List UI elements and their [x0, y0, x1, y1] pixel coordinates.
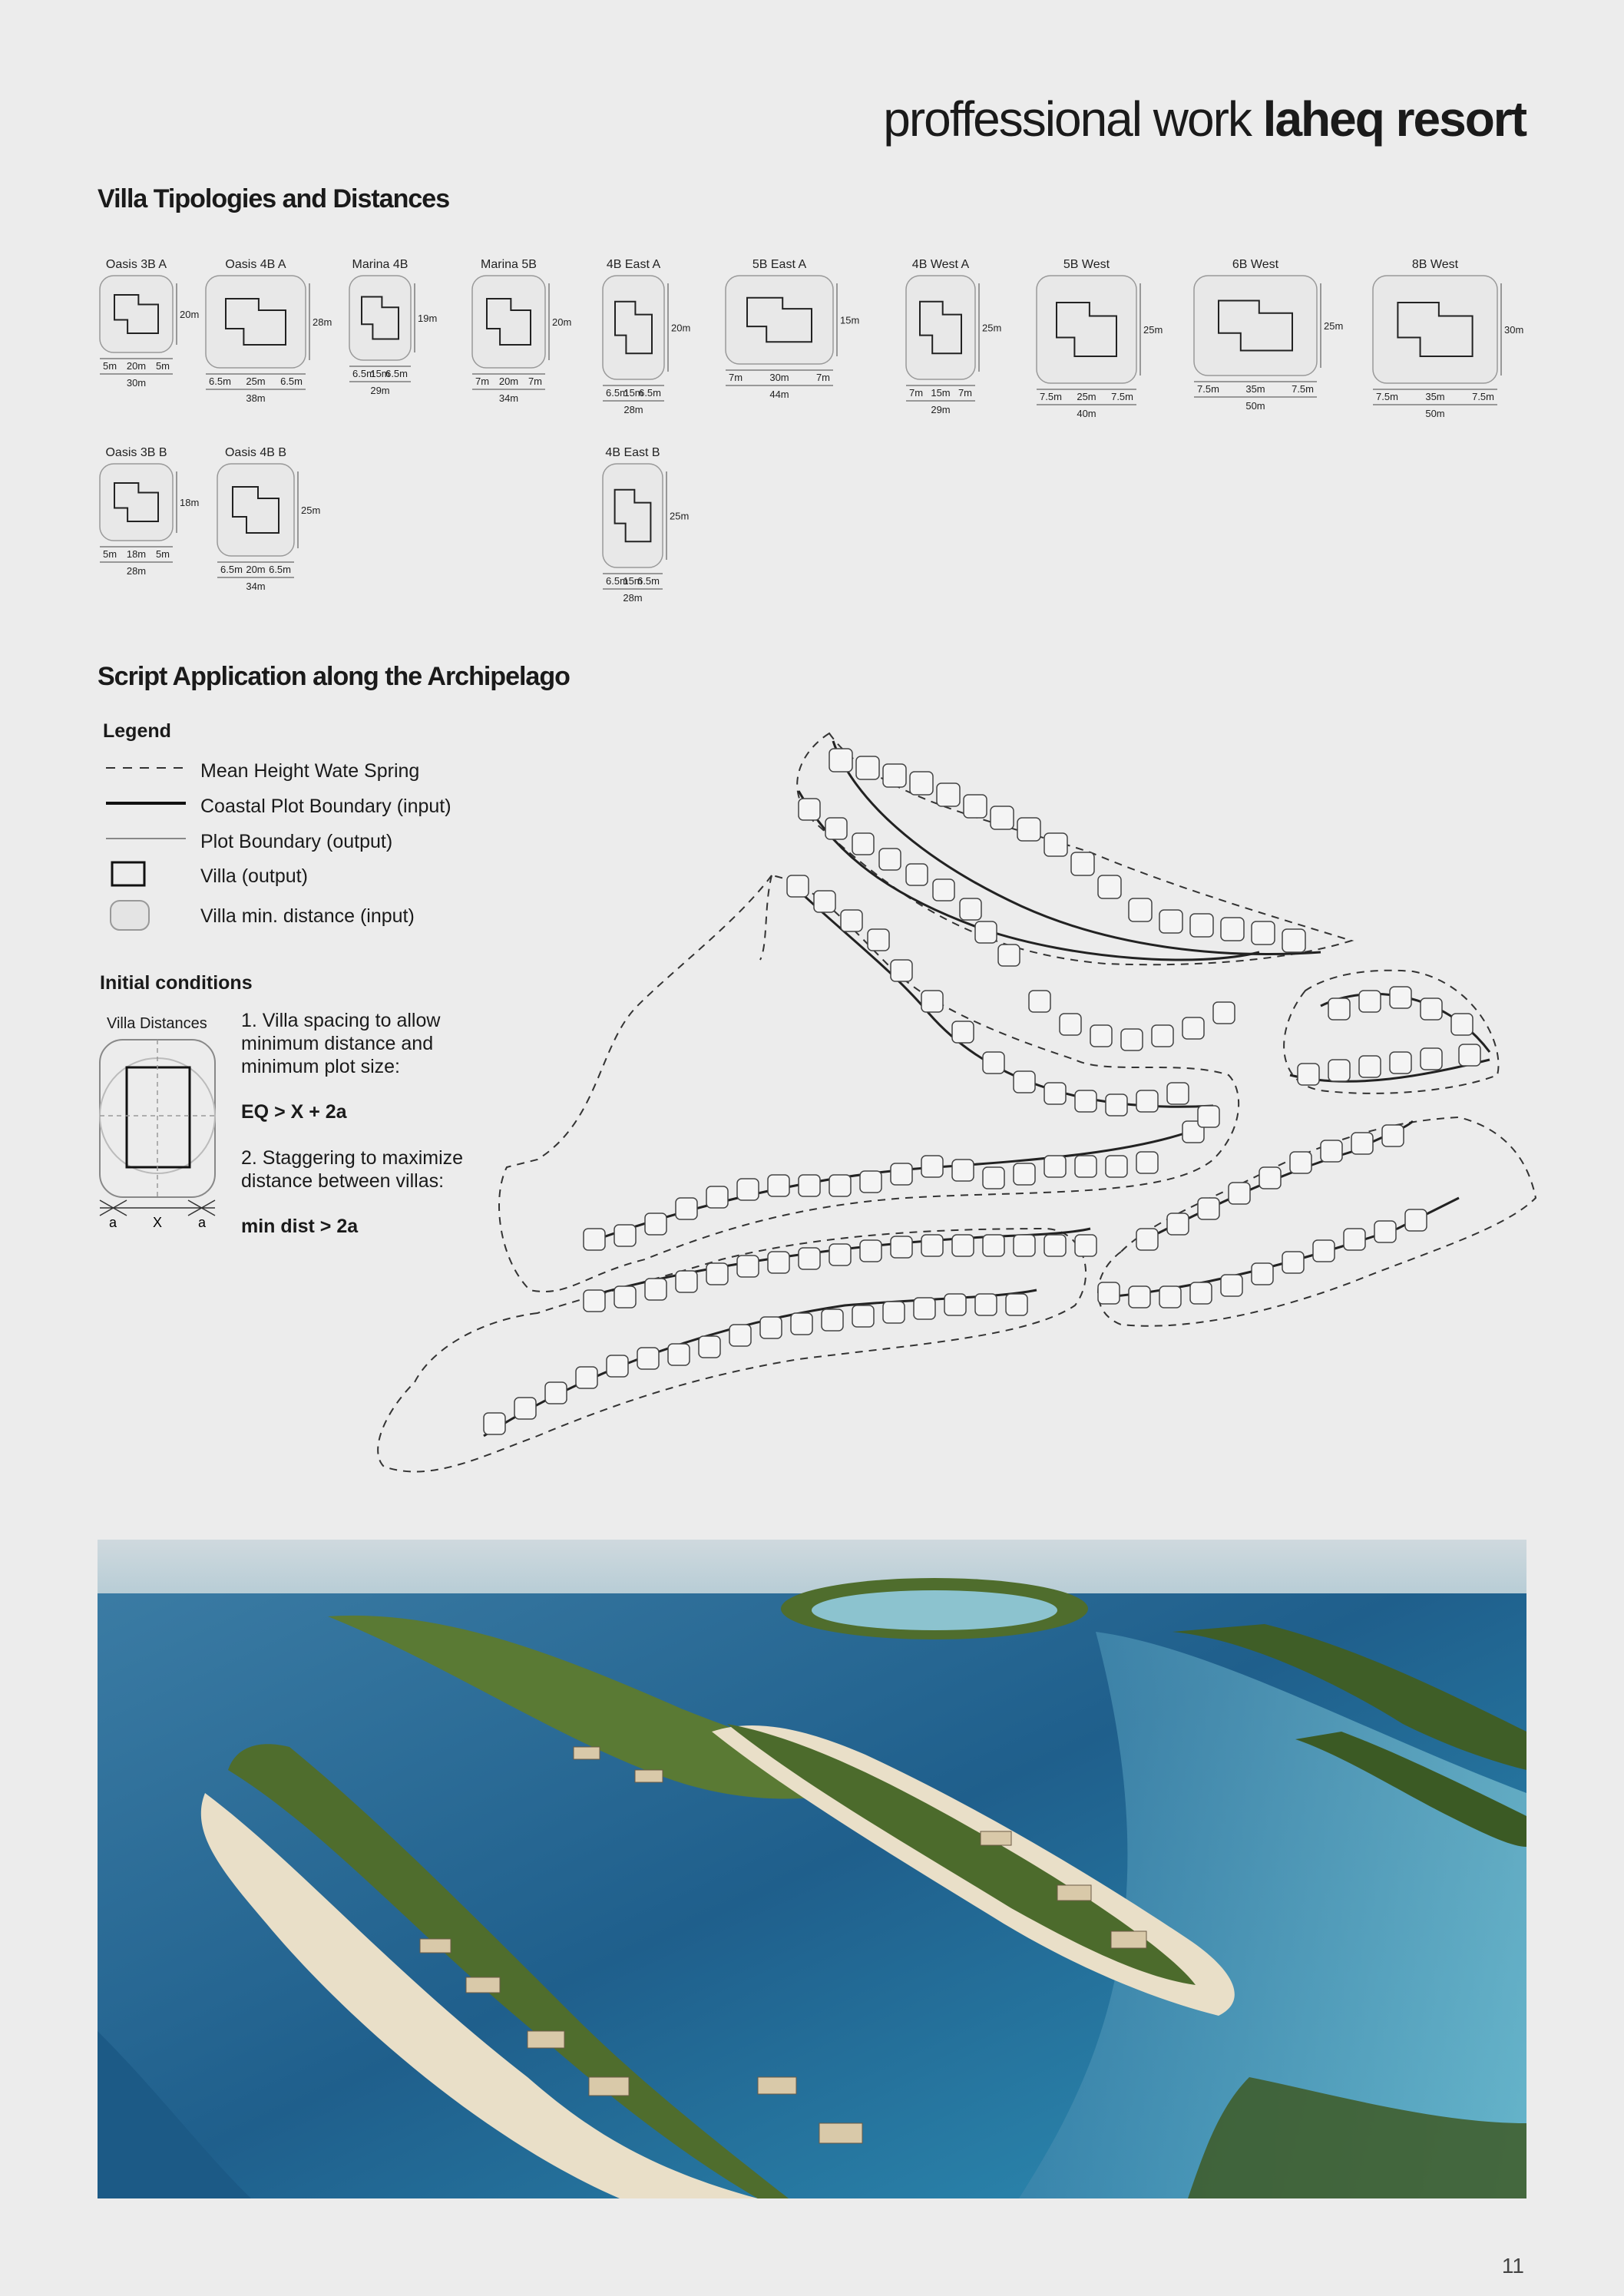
villa-name: Oasis 3B A — [105, 258, 167, 271]
villa-name: 4B East B — [605, 446, 660, 459]
water-line — [378, 733, 1536, 1471]
side-dimension-label: 30m — [1504, 324, 1524, 336]
total-width-label: 30m — [126, 377, 147, 389]
width-segment-label: 20m — [498, 375, 519, 387]
width-segment-label: 6.5m — [637, 575, 660, 587]
villa-name: 8B West — [1411, 258, 1459, 271]
side-dimension-label: 20m — [552, 316, 572, 328]
total-width-label: 38m — [246, 392, 266, 404]
width-segment-label: 6.5m — [269, 564, 291, 575]
width-segment-label: 25m — [1077, 391, 1096, 402]
side-dimension-label: 25m — [670, 510, 690, 522]
total-width-label: 28m — [126, 565, 147, 577]
villa-plots — [484, 749, 1480, 1434]
width-segment-label: 6.5m — [220, 564, 243, 575]
side-dimension-label: 15m — [840, 314, 860, 326]
coastal-boundary — [484, 741, 1490, 1436]
width-segment-label: 15m — [623, 575, 643, 587]
side-dimension-label: 18m — [180, 497, 200, 508]
width-segment-label: 5m — [103, 548, 117, 560]
total-width-label: 50m — [1425, 408, 1445, 419]
page-title-bold: laheq resort — [1262, 91, 1526, 147]
width-segment-label: 6.5m — [280, 375, 303, 387]
total-width-label: 44m — [769, 389, 789, 400]
aerial-resort-photo — [98, 1540, 1526, 2198]
width-segment-label: 35m — [1425, 391, 1445, 402]
width-segment-label: 15m — [931, 387, 951, 399]
side-dimension-label: 20m — [671, 322, 691, 334]
total-width-label: 40m — [1077, 408, 1096, 419]
villa-name: Marina 4B — [352, 258, 408, 271]
width-segment-label: 5m — [155, 360, 170, 372]
width-segment-label: 7.5m — [1472, 391, 1494, 402]
width-segment-label: 7m — [909, 387, 924, 399]
legend-item-plot: Plot Boundary (output) — [200, 831, 393, 852]
total-width-label: 34m — [246, 581, 266, 592]
condition-formula-1: EQ > X + 2a — [241, 1101, 347, 1123]
page-title-light: proffessional work — [883, 91, 1251, 147]
side-dimension-label: 25m — [982, 322, 1002, 334]
width-segment-label: 20m — [126, 360, 147, 372]
legend-item-water: Mean Height Wate Spring — [200, 760, 420, 782]
side-dimension-label: 25m — [1143, 324, 1163, 336]
width-segment-label: 7.5m — [1040, 391, 1062, 402]
page-number: 11 — [1501, 2254, 1524, 2278]
width-segment-label: 7m — [958, 387, 972, 399]
script-application-heading: Script Application along the Archipelago — [98, 662, 570, 691]
width-segment-label: 15m — [623, 387, 643, 399]
width-segment-label: 7m — [475, 375, 490, 387]
width-segment-label: 7.5m — [1197, 383, 1219, 395]
side-dimension-label: 28m — [313, 316, 332, 328]
width-segment-label: 7.5m — [1376, 391, 1398, 402]
legend-item-coastal: Coastal Plot Boundary (input) — [200, 796, 451, 817]
total-width-label: 28m — [623, 592, 643, 604]
axis-label-a-left: a — [108, 1215, 117, 1230]
villa-typologies-heading: Villa Tipologies and Distances — [98, 184, 450, 213]
width-segment-label: 15m — [370, 368, 390, 379]
total-width-label: 28m — [623, 404, 643, 415]
axis-label-x: X — [152, 1215, 163, 1230]
condition-point-1: 1. Villa spacing to allow minimum distance and minimum plot size: — [241, 1010, 441, 1077]
width-segment-label: 6.5m — [606, 575, 628, 587]
condition-formula-2: min dist > 2a — [241, 1216, 359, 1237]
width-segment-label: 6.5m — [639, 387, 661, 399]
villa-distances-label: Villa Distances — [107, 1015, 207, 1032]
aerial-resort-illustration — [98, 1540, 1526, 2198]
villa-name: 5B East A — [752, 258, 807, 271]
width-segment-label: 35m — [1245, 383, 1265, 395]
villa-name: Marina 5B — [481, 258, 537, 271]
villa-name: 4B West A — [911, 258, 970, 271]
width-segment-label: 18m — [126, 548, 147, 560]
width-segment-label: 6.5m — [352, 368, 375, 379]
width-segment-label: 7m — [729, 372, 743, 383]
total-width-label: 34m — [498, 392, 519, 404]
width-segment-label: 25m — [246, 375, 266, 387]
side-dimension-label: 25m — [301, 505, 321, 516]
legend-item-villa-distance: Villa min. distance (input) — [200, 905, 415, 927]
width-segment-label: 5m — [103, 360, 117, 372]
axis-label-a-right: a — [197, 1215, 207, 1230]
width-segment-label: 30m — [769, 372, 789, 383]
villa-name: Oasis 4B B — [224, 446, 287, 459]
side-dimension-label: 20m — [180, 309, 200, 320]
width-segment-label: 7m — [815, 372, 830, 383]
side-dimension-label: 25m — [1324, 320, 1344, 332]
total-width-label: 29m — [931, 404, 951, 415]
width-segment-label: 6.5m — [209, 375, 231, 387]
villa-name: Oasis 3B B — [105, 446, 167, 459]
side-dimension-label: 19m — [418, 313, 438, 324]
villa-name: 4B East A — [606, 258, 661, 271]
width-segment-label: 20m — [246, 564, 266, 575]
width-segment-label: 6.5m — [606, 387, 628, 399]
total-width-label: 29m — [370, 385, 390, 396]
villa-name: Oasis 4B A — [225, 258, 286, 271]
width-segment-label: 7.5m — [1292, 383, 1314, 395]
legend-item-villa: Villa (output) — [200, 865, 308, 887]
width-segment-label: 7m — [528, 375, 542, 387]
villa-name: 6B West — [1232, 258, 1279, 271]
legend-title: Legend — [103, 720, 171, 742]
width-segment-label: 7.5m — [1111, 391, 1133, 402]
initial-conditions-title: Initial conditions — [100, 972, 253, 994]
width-segment-label: 6.5m — [385, 368, 408, 379]
condition-point-2: 2. Staggering to maximize distance between villas: — [241, 1147, 464, 1192]
total-width-label: 50m — [1245, 400, 1265, 412]
villa-name: 5B West — [1063, 258, 1110, 271]
width-segment-label: 5m — [155, 548, 170, 560]
